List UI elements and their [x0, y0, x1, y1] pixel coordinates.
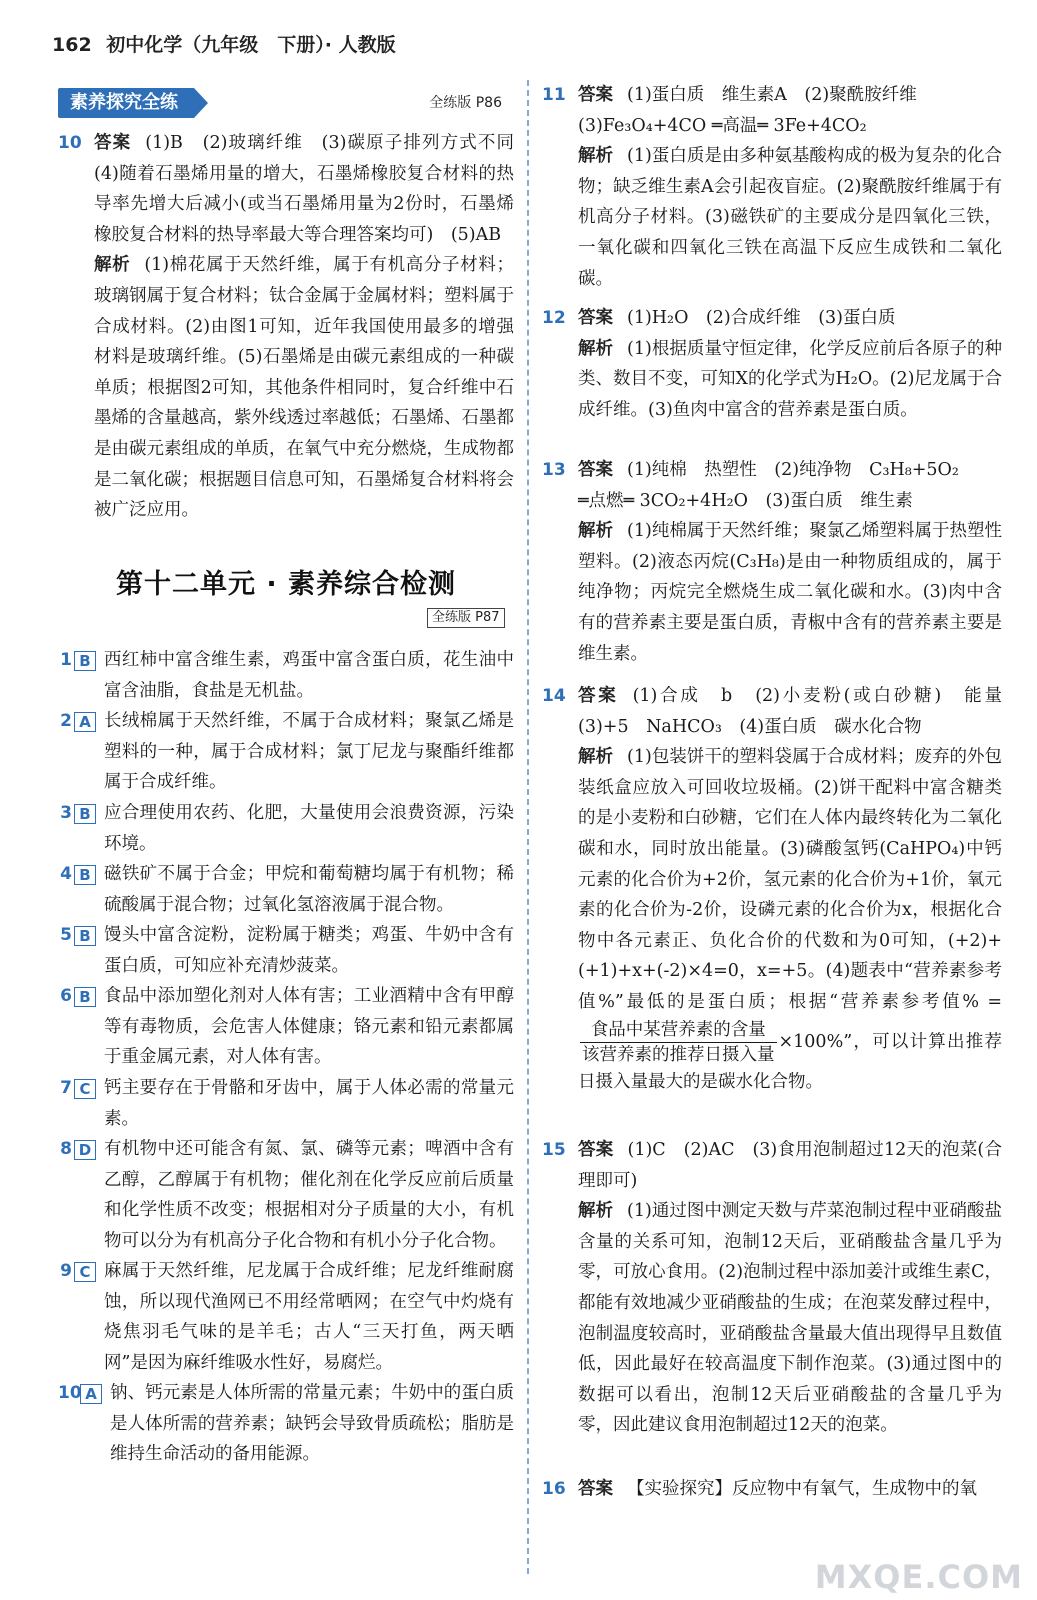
- analysis-label: 解析: [578, 1201, 614, 1222]
- mc-explanation: 麻属于天然纤维，尼龙属于合成纤维；尼龙纤维耐腐蚀，所以现代渔网已不用经常晒网；在空气中灼烧有烧焦羽毛气味的是羊毛；古人“三天打鱼，两天晒网”是因为麻纤维吸水性好，易腐烂。: [104, 1261, 514, 1373]
- mc-number: 5: [60, 925, 72, 945]
- analysis-block: [578, 334, 1002, 426]
- analysis-text: (1)蛋白质是由多种氨基酸构成的极为复杂的化合物；缺乏维生素A会引起夜盲症。(2)聚酰胺纤维属于有机高分子材料。(3)磁铁矿的主要成分是四氧化三铁，一氧化碳和四氧化三铁在高温下反应生成铁和二氧化碳。: [578, 146, 1003, 289]
- section-title: 第十二单元 · 素养综合检测: [115, 569, 457, 600]
- mc-explanation: 西红柿中富含维生素，鸡蛋中富含蛋白质，花生油中富含油脂，食盐是无机盐。: [104, 650, 514, 701]
- analysis-text: (1)包装饼干的塑料袋属于合成材料；废弃的外包装纸盒应放入可回收垃圾桶。(2)饼干配料中富含糖类的是小麦粉和白砂糖，它们在人体内最终转化为二氧化碳和水，同时放出能量。(3)磷酸氢钙(CaHPO₄)中钙元素的化合价为+2价，氢元素的化合价为+1价，氧元素的化合价为-2价，设磷元素的化合价为x，根据化合物中各元素正、负化合价的代数和为0可知，(+2)+(+1)+x+(-2)×4=0，x=+5。(4)题表中“营养素参考值%”最低的是蛋白质；根据“营养素参考值% =: [578, 747, 1003, 1012]
- answer-block: [578, 455, 1002, 486]
- question-number: 11: [542, 85, 566, 105]
- question-13: [542, 455, 1002, 669]
- answer-label: 答案: [578, 85, 613, 105]
- mc-choice-box: C: [74, 1079, 96, 1099]
- page-header: [52, 30, 396, 64]
- banner-ref: 全练版 P86: [429, 95, 502, 111]
- analysis-label: 解析: [578, 521, 614, 542]
- analysis-label: 解析: [578, 146, 614, 167]
- mc-answer-item: [58, 859, 514, 920]
- mc-explanation: 钙主要存在于骨骼和牙齿中，属于人体必需的常量元素。: [104, 1078, 514, 1129]
- analysis-text-2: ×100%”，可以计算出推荐日摄入量最大的是碳水化合物。: [578, 1031, 1002, 1092]
- answer-text: (1)C (2)AC (3)食用泡制超过12天的泡菜(合理即可): [578, 1140, 1003, 1191]
- mc-explanation: 应合理使用农药、化肥，大量使用会浪费资源，污染环境。: [104, 803, 514, 854]
- analysis-text: (1)根据质量守恒定律，化学反应前后各原子的种类、数目不变，可知X的化学式为H₂O。(2)尼龙属于合成纤维。(3)鱼肉中富含的营养素是蛋白质。: [578, 338, 1003, 420]
- analysis-block: [578, 516, 1002, 669]
- analysis-block: [578, 742, 1002, 1097]
- answer-block: [578, 681, 1020, 742]
- mc-number: 9: [60, 1261, 72, 1281]
- answer-block: [578, 1474, 1002, 1505]
- mc-answer-item: [58, 1134, 514, 1256]
- analysis-label: 解析: [94, 255, 131, 276]
- answer-text: (1)合成 b (2)小麦粉(或白砂糖) 能量 (3)+5 NaHCO₃ (4)蛋白质 碳水化合物: [578, 686, 1020, 737]
- mc-answer-item: [58, 920, 514, 981]
- mc-explanation: 食品中添加塑化剂对人体有害；工业酒精中含有甲醇等有毒物质，会危害人体健康；铬元素和铅元素都属于重金属元素，对人体有害。: [104, 986, 514, 1068]
- analysis-label: 解析: [578, 338, 614, 359]
- mc-choice-box: B: [74, 651, 96, 671]
- mc-choice-box: B: [74, 865, 96, 885]
- question-10: [58, 128, 532, 526]
- answer-label: 答案: [94, 133, 132, 153]
- mc-answer-item: [58, 1256, 514, 1378]
- mc-answer-item: [58, 645, 514, 706]
- mc-answer-item: [58, 798, 514, 859]
- question-11: [542, 80, 1002, 294]
- question-number: 15: [542, 1140, 566, 1160]
- mc-number: 6: [60, 986, 72, 1006]
- question-15: [542, 1135, 1002, 1441]
- answer-label: 答案: [578, 686, 619, 706]
- fraction-denominator: 该营养素的推荐日摄入量: [582, 1044, 775, 1065]
- question-16: [542, 1474, 1002, 1505]
- answer-label: 答案: [578, 308, 613, 328]
- analysis-block: [578, 141, 1002, 294]
- mc-choice-box: A: [74, 712, 96, 732]
- section-ref: 全练版 P87: [427, 608, 505, 628]
- answer-block: [578, 1135, 1002, 1196]
- answer-block: [578, 80, 1002, 111]
- watermark: MXQE.COM: [814, 1558, 1023, 1596]
- answer-text: (1)B (2)玻璃纤维 (3)碳原子排列方式不同 (4)随着石墨烯用量的增大，石墨烯橡胶复合材料的热导率先增大后减小(或当石墨烯用量为2份时，石墨烯橡胶复合材料的热导率最大等合理答案均可) (5)AB: [94, 133, 532, 245]
- fraction: [580, 1018, 777, 1067]
- answer-block: [94, 128, 532, 250]
- mc-number: 7: [60, 1078, 72, 1098]
- mc-choice-box: A: [80, 1384, 102, 1404]
- mc-answer-item: [58, 1073, 514, 1134]
- mc-number: 8: [60, 1139, 72, 1159]
- question-12: [542, 303, 1002, 425]
- analysis-text: (1)纯棉属于天然纤维；聚氯乙烯塑料属于热塑性塑料。(2)液态丙烷(C₃H₈)是由一种物质组成的，属于纯净物；丙烷完全燃烧生成二氧化碳和水。(3)肉中含有的营养素主要是蛋白质，青椒中含有的营养素主要是维生素。: [578, 521, 1003, 664]
- mc-choice-box: B: [74, 987, 96, 1007]
- answer-text: 【实验探究】反应物中有氧气，生成物中的氧: [627, 1479, 977, 1499]
- fraction-numerator: 食品中某营养素的含量: [580, 1018, 777, 1043]
- analysis-block: [94, 250, 514, 525]
- mc-answer-item: [58, 981, 514, 1073]
- mc-choice-box: D: [74, 1140, 96, 1160]
- answer-text: (1)蛋白质 维生素A (2)聚酰胺纤维: [627, 85, 917, 105]
- question-number: 12: [542, 308, 566, 328]
- question-number: 16: [542, 1479, 566, 1499]
- mc-explanation: 馒头中富含淀粉，淀粉属于糖类；鸡蛋、牛奶中含有蛋白质，可知应补充清炒菠菜。: [104, 925, 514, 976]
- mc-explanation: 钠、钙元素是人体所需的常量元素；牛奶中的蛋白质是人体所需的营养素；缺钙会导致骨质疏松；脂肪是维持生命活动的备用能源。: [110, 1383, 514, 1465]
- answer-label: 答案: [578, 1140, 614, 1160]
- analysis-block: [578, 1196, 1002, 1441]
- question-number: 14: [542, 686, 566, 706]
- mc-explanation: 磁铁矿不属于合金；甲烷和葡萄糖均属于有机物；稀硫酸属于混合物；过氧化氢溶液属于混合物。: [104, 864, 514, 915]
- section-banner: [58, 88, 512, 118]
- mc-choice-box: C: [74, 1262, 96, 1282]
- mc-explanation: 长绒棉属于天然纤维，不属于合成材料；聚氯乙烯是塑料的一种，属于合成材料；氯丁尼龙与聚酯纤维都属于合成纤维。: [104, 711, 514, 793]
- equation: ═点燃═ 3CO₂+4H₂O (3)蛋白质 维生素: [578, 490, 913, 511]
- answer-text: (1)纯棉 热塑性 (2)纯净物 C₃H₈+5O₂: [627, 460, 959, 480]
- banner-tag: 素养探究全练: [58, 88, 194, 118]
- analysis-text: (1)棉花属于天然纤维，属于有机高分子材料；玻璃钢属于复合材料；钛合金属于金属材料；塑料属于合成材料。(2)由图1可知，近年我国使用最多的增强材料是玻璃纤维。(5)石墨烯是由碳元素组成的一种碳单质；根据图2可知，其他条件相同时，复合纤维中石墨烯的含量越高，紫外线透过率越低；石墨烯、石墨都是由碳元素组成的单质，在氧气中充分燃烧，生成物都是二氧化碳；根据题目信息可知，石墨烯复合材料将会被广泛应用。: [94, 255, 514, 521]
- question-number: 10: [58, 133, 82, 153]
- mc-explanation: 有机物中还可能含有氮、氯、磷等元素；啤酒中含有乙醇，乙醇属于有机物；催化剂在化学反应前后质量和化学性质不改变；根据相对分子质量的大小，有机物可以分为有机高分子化合物和有机小分子化合物。: [104, 1139, 514, 1251]
- mc-number: 2: [60, 711, 72, 731]
- question-14: [542, 681, 1020, 1097]
- column-divider: [527, 80, 529, 1574]
- analysis-label: 解析: [578, 747, 614, 768]
- analysis-text: (1)通过图中测定天数与芹菜泡制过程中亚硝酸盐含量的关系可知，泡制12天后，亚硝酸盐含量几乎为零，可放心食用。(2)泡制过程中添加姜汁或维生素C，都能有效地减少亚硝酸盐的生成；在泡菜发酵过程中，泡制温度较高时，亚硝酸盐含量最大值出现得早且数值低，因此最好在较高温度下制作泡菜。(3)通过图中的数据可以看出，泡制12天后亚硝酸盐的含量几乎为零，因此建议食用泡制超过12天的泡菜。: [578, 1201, 1003, 1436]
- mc-number: 4: [60, 864, 72, 884]
- question-number: 13: [542, 460, 566, 480]
- answer-block: [578, 303, 1002, 334]
- mc-choice-box: B: [74, 926, 96, 946]
- page-number: 162: [52, 34, 92, 56]
- mc-answer-item: [58, 1378, 514, 1470]
- mc-number: 10: [58, 1383, 82, 1403]
- answer-label: 答案: [578, 1479, 613, 1499]
- mc-number: 3: [60, 803, 72, 823]
- mc-answer-item: [58, 706, 514, 798]
- equation: (3)Fe₃O₄+4CO ═高温═ 3Fe+4CO₂: [578, 115, 867, 136]
- book-title: 初中化学（九年级 下册）· 人教版: [106, 34, 396, 56]
- mc-choice-box: B: [74, 804, 96, 824]
- answer-text: (1)H₂O (2)合成纤维 (3)蛋白质: [627, 308, 896, 328]
- answer-label: 答案: [578, 460, 613, 480]
- mc-number: 1: [60, 650, 72, 670]
